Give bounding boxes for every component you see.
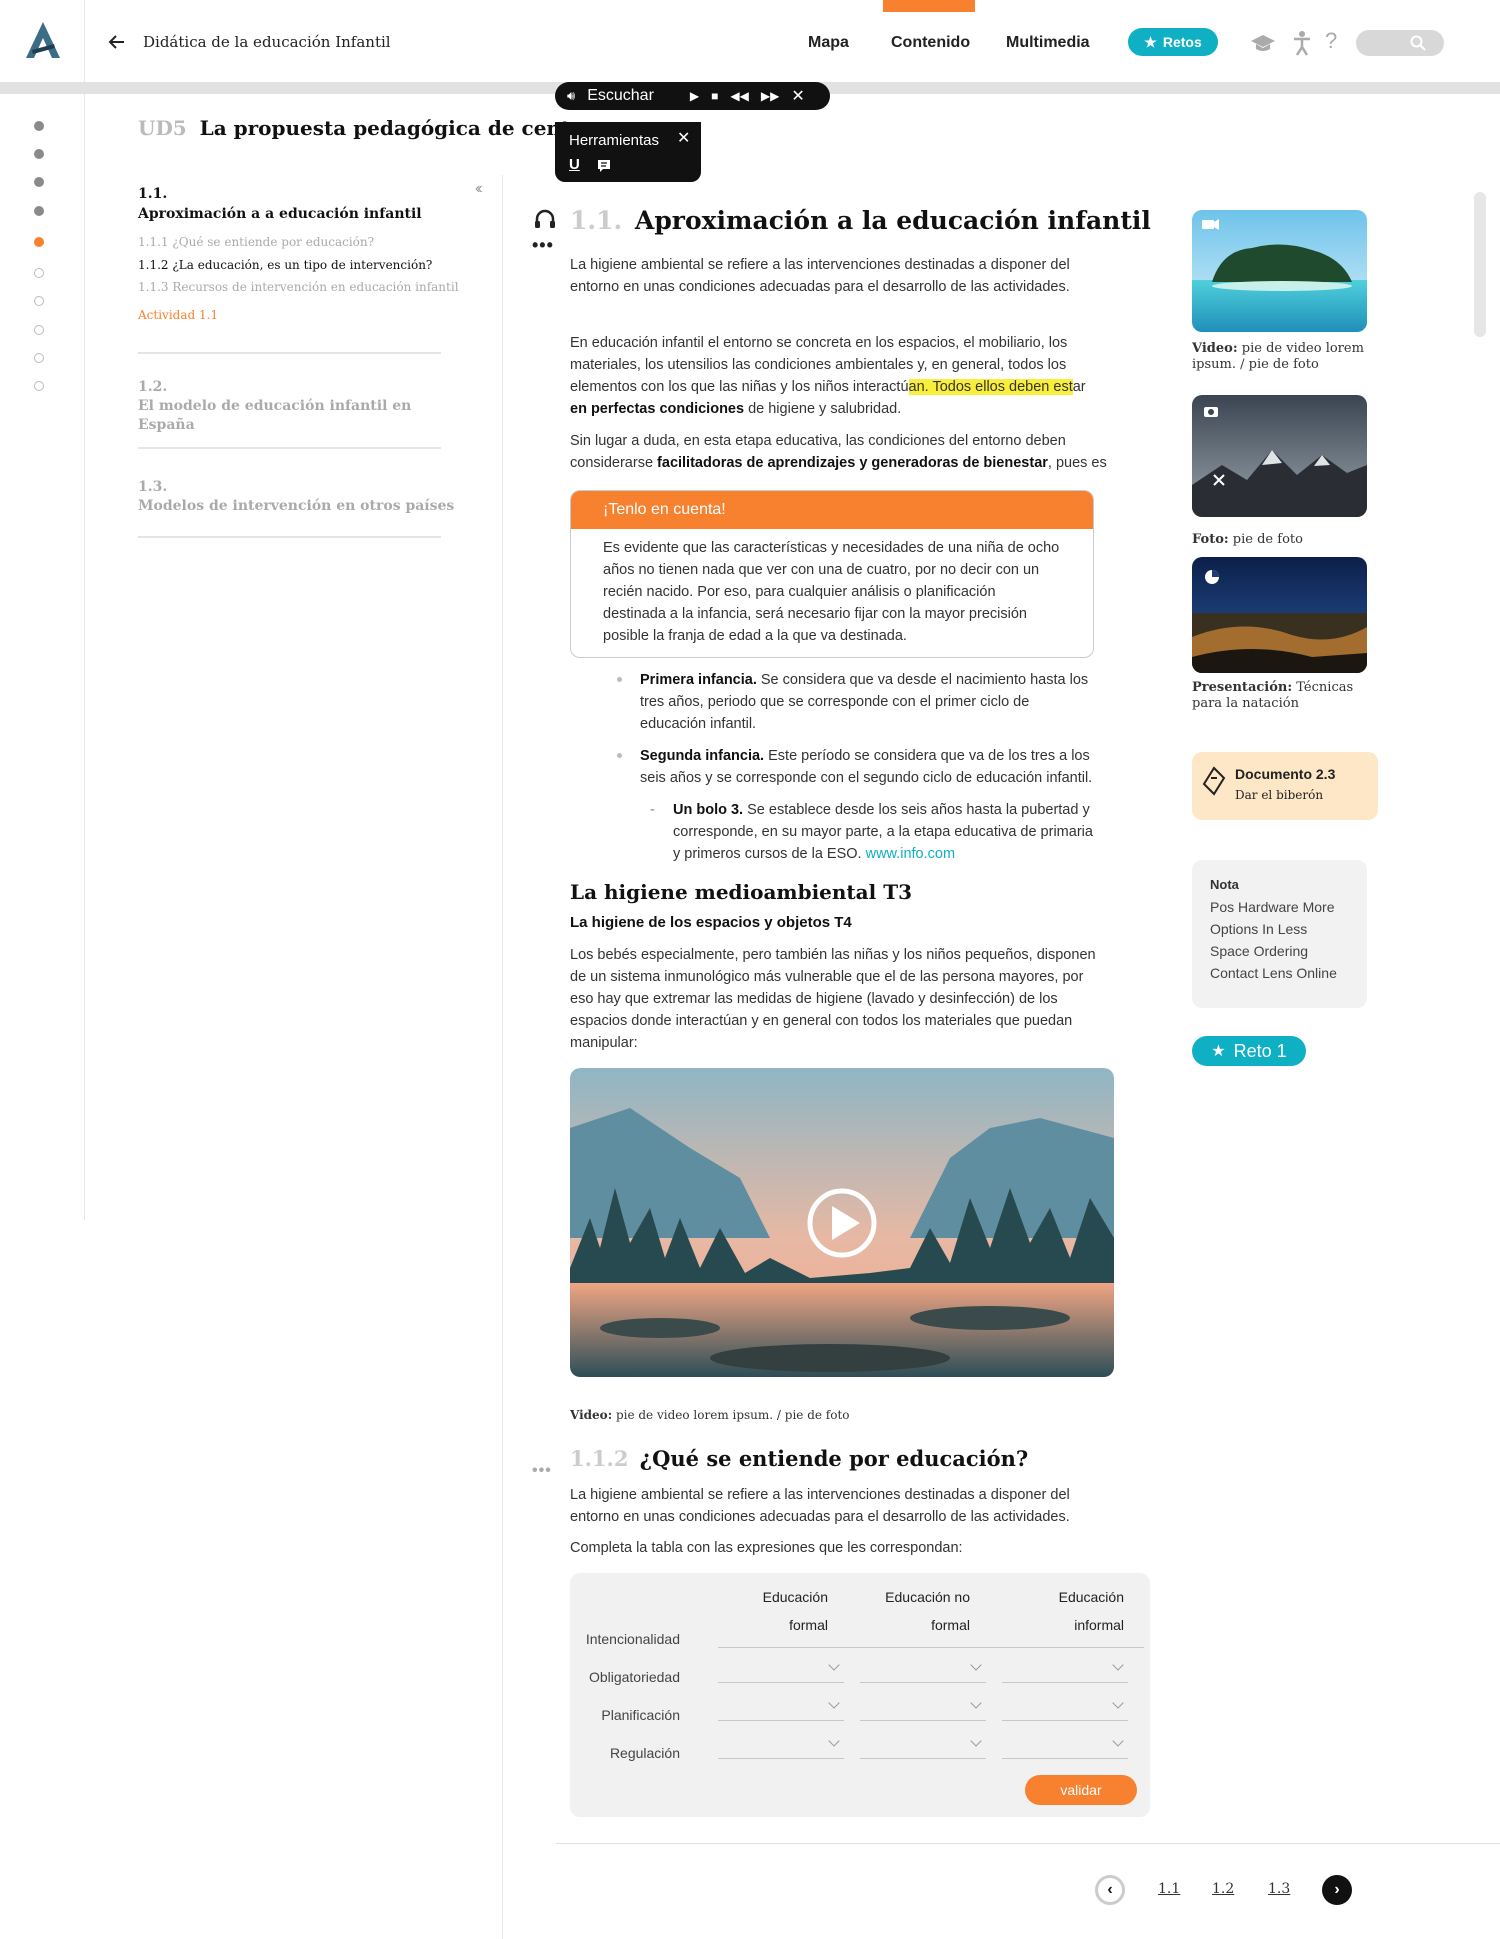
list-item: [673, 799, 1093, 865]
text-line: años no tienen nada que ver con una de cuatro, por no decir con un: [603, 562, 1040, 578]
text-line: educación infantil.: [640, 716, 757, 732]
answer-select[interactable]: [1002, 1695, 1128, 1721]
retos-button[interactable]: [1128, 28, 1218, 56]
active-tab-indicator: [883, 0, 975, 12]
bold-text: Segunda infancia.: [640, 748, 765, 764]
chevron-down-icon: [1112, 1735, 1123, 1746]
caption-label: Presentación:: [1192, 680, 1293, 695]
answer-select[interactable]: [718, 1657, 844, 1683]
tab-multimedia[interactable]: Multimedia: [1006, 34, 1090, 51]
page-link[interactable]: 1.2: [1212, 1881, 1235, 1897]
answer-select[interactable]: [860, 1695, 986, 1721]
paragraph-environment: [570, 332, 1086, 420]
text-line: En educación infantil el entorno se concreta en los espacios, el mobiliario, los: [570, 335, 1068, 351]
text-span: elementos con los que las niñas y los niños interactú: [570, 379, 909, 395]
left-rail-divider: [84, 94, 85, 1220]
note-card: [1192, 860, 1367, 1008]
caption-text: pie de video lorem ipsum. / pie de foto: [612, 1408, 850, 1422]
next-page-button[interactable]: [1322, 1875, 1352, 1905]
text-line: espacios donde interactúan y en general con todos los materiales que puedan: [570, 1013, 1073, 1029]
close-audio-icon[interactable]: ✕: [791, 88, 805, 105]
highlighted-text[interactable]: an. Todos ellos deben est: [908, 379, 1073, 395]
section-dot[interactable]: [34, 268, 44, 278]
text-line: de un sistema inmunológico más vulnerable que el de las persona mayores, por: [570, 969, 1084, 985]
underline-icon[interactable]: U: [569, 156, 580, 173]
text-span: , pues es: [1047, 455, 1107, 471]
section-dot[interactable]: [34, 381, 44, 391]
toc-section-1[interactable]: [138, 184, 422, 224]
section-dot[interactable]: [34, 296, 44, 306]
text-line: corresponde, en su mayor parte, a la etapa educativa de primaria: [673, 824, 1093, 840]
text-line: [640, 669, 1088, 691]
presentation-thumbnail[interactable]: [1192, 557, 1367, 673]
section-dot-current[interactable]: [34, 237, 44, 247]
search-icon: [1410, 35, 1426, 51]
callout-body: [603, 537, 1094, 647]
document-subtitle: Dar el biberón: [1235, 788, 1324, 802]
section-dot[interactable]: [34, 121, 44, 131]
app-header: [0, 0, 1500, 82]
toc-section-1-title: Aproximación a a educación infantil: [138, 206, 422, 222]
bullet: [617, 753, 622, 758]
text-line: La higiene ambiental se refiere a las intervenciones destinadas a disponer del: [570, 1487, 1070, 1503]
answer-select[interactable]: [860, 1657, 986, 1683]
speaker-icon[interactable]: 🔊︎: [567, 88, 576, 103]
stop-icon[interactable]: ■: [711, 89, 719, 103]
section-heading-title: Aproximación a la educación infantil: [634, 206, 1151, 235]
prev-page-button[interactable]: [1095, 1875, 1125, 1905]
caption-line: [1192, 680, 1353, 696]
toc-section-2-title-l2: España: [138, 417, 195, 433]
text-line: materiales, los utensilios las condiciones ambientales y, en general, todos los: [570, 357, 1067, 373]
exercise-table: [570, 1573, 1150, 1817]
toc-sub-1-1-3[interactable]: 1.1.3 Recursos de intervención en educación infantil: [138, 280, 459, 294]
toc-sub-1-1-2[interactable]: 1.1.2 ¿La educación, es un tipo de intervención?: [138, 258, 433, 272]
reto-label: Reto 1: [1233, 1040, 1287, 1061]
chevron-down-icon: [1112, 1697, 1123, 1708]
row-label: Intencionalidad: [585, 1631, 680, 1647]
rewind-icon[interactable]: ◀◀: [730, 89, 749, 103]
intro-paragraph: [570, 254, 1070, 298]
section-heading-num: 1.1.: [570, 206, 623, 235]
toc-section-3-title: Modelos de intervención en otros países: [138, 498, 455, 514]
section-dot[interactable]: [34, 149, 44, 159]
subsection-heading-num: 1.1.2: [570, 1446, 629, 1471]
document-title: Documento 2.3: [1235, 766, 1336, 782]
chevron-down-icon: [970, 1735, 981, 1746]
text-line: Sin lugar a duda, en esta etapa educativa, las condiciones del entorno deben: [570, 433, 1066, 449]
header-rule: [718, 1647, 1144, 1648]
callout-title: ¡Tenlo en cuenta!: [571, 491, 1093, 529]
column-header-line: formal: [931, 1617, 970, 1633]
section-dot[interactable]: [34, 206, 44, 216]
text-line: destinada a la infancia, será necesario fijar con la mayor precisión: [603, 606, 1027, 622]
caption-label: Foto:: [1192, 532, 1229, 547]
toc-section-1-num: 1.1.: [138, 186, 168, 202]
toc-separator: [138, 447, 441, 449]
forward-icon[interactable]: ▶▶: [760, 89, 780, 103]
subsection-heading-title: ¿Qué se entiende por educación?: [639, 1446, 1029, 1471]
text-line: [570, 452, 1107, 474]
scrollbar-thumb[interactable]: [1474, 192, 1486, 337]
answer-select[interactable]: [860, 1733, 986, 1759]
audio-player: [555, 82, 830, 110]
toc-section-2[interactable]: [138, 378, 411, 435]
column-header-line: formal: [789, 1617, 828, 1633]
section-dot[interactable]: [34, 177, 44, 187]
video-camera-icon: [1202, 220, 1214, 229]
toc-separator: [138, 536, 441, 538]
text-line: entorno en unas condiciones adecuadas para el desarrollo de las actividades.: [570, 1509, 1070, 1525]
help-icon[interactable]: ?: [1325, 28, 1338, 53]
note-title: Nota: [1210, 877, 1239, 892]
toc-section-3-num: 1.3.: [138, 479, 168, 495]
paragraph-conditions: [570, 430, 1107, 474]
bold-text: Un bolo 3.: [673, 802, 744, 818]
video-thumb-caption: [1192, 341, 1364, 373]
caption-line: ipsum. / pie de foto: [1192, 357, 1319, 372]
column-header: [832, 1583, 970, 1639]
column-header: [690, 1583, 828, 1639]
text-line: tres años, periodo que se corresponde con el primer ciclo de: [640, 694, 1030, 710]
listen-label[interactable]: Escuchar: [587, 87, 654, 104]
caption-line: para la natación: [1192, 696, 1299, 711]
more-options-icon[interactable]: •••: [532, 235, 554, 255]
caption-label: Video:: [1192, 341, 1238, 356]
bold-text: Primera infancia.: [640, 672, 757, 688]
answer-select[interactable]: [1002, 1733, 1128, 1759]
star-icon: ★: [1211, 1043, 1226, 1060]
subsection-heading: [570, 1446, 1028, 1471]
app-logo-icon[interactable]: [24, 20, 62, 60]
caption-text: pie de video lorem: [1237, 341, 1364, 356]
note-line: Contact Lens Online: [1210, 965, 1337, 981]
close-tools-icon[interactable]: ✕: [677, 130, 691, 147]
search-input[interactable]: [1356, 30, 1444, 56]
star-icon: ★: [1144, 33, 1157, 50]
sidebar-divider: [502, 175, 503, 1939]
caption-text: pie de foto: [1228, 532, 1303, 547]
subheading-t3: La higiene medioambiental T3: [570, 880, 912, 904]
toc-section-2-num: 1.2.: [138, 379, 168, 395]
text-span: y primeros cursos de la ESO.: [673, 846, 866, 862]
text-span: considerarse: [570, 455, 658, 471]
note-line: Options In Less: [1210, 921, 1308, 937]
unit-code: UD5: [138, 116, 187, 140]
photo-caption: [1192, 532, 1303, 548]
unit-title: La propuesta pedagógica de centro: [199, 116, 595, 140]
text-line: entorno en unas condiciones adecuadas para el desarrollo de las actividades.: [570, 279, 1070, 295]
validate-button[interactable]: validar: [1025, 1775, 1137, 1805]
headphones-icon[interactable]: [534, 209, 556, 229]
tools-label: Herramientas: [569, 132, 660, 149]
answer-select[interactable]: [1002, 1657, 1128, 1683]
caption-text: Técnicas: [1292, 680, 1354, 695]
tab-mapa[interactable]: Mapa: [808, 34, 849, 51]
text-line: recién nacido. Por eso, para cualquier análisis o planificación: [603, 584, 996, 600]
video-thumbnail[interactable]: [1192, 210, 1367, 332]
chevron-down-icon: [828, 1659, 839, 1670]
text-line: La higiene ambiental se refiere a las intervenciones destinadas a disponer del: [570, 257, 1070, 273]
chevron-down-icon: [828, 1697, 839, 1708]
row-label: Regulación: [609, 1745, 680, 1761]
bold-text: facilitadoras de aprendizajes y generadoras de bienestar: [657, 455, 1048, 471]
row-label: Obligatoriedad: [588, 1669, 680, 1685]
note-line: Space Ordering: [1210, 943, 1309, 959]
page-link[interactable]: 1.3: [1268, 1881, 1291, 1897]
text-line: [673, 843, 1093, 865]
video-player[interactable]: [570, 1068, 1114, 1377]
subheading-t4: La higiene de los espacios y objetos T4: [570, 914, 852, 931]
text-line: Los bebés especialmente, pero también las niñas y los niños pequeños, disponen: [570, 947, 1096, 963]
bold-text: en perfectas condiciones: [570, 401, 745, 417]
toc-activity-link[interactable]: Actividad 1.1: [138, 308, 219, 322]
comment-icon[interactable]: [597, 159, 611, 173]
column-header-line: Educación: [1058, 1589, 1124, 1605]
unit-heading: [138, 116, 594, 140]
text-line: Es evidente que las características y necesidades de una niña de ocho: [603, 540, 1060, 556]
chevron-down-icon: [1112, 1659, 1123, 1670]
callout-box: [570, 490, 1094, 658]
chevron-down-icon: [828, 1735, 839, 1746]
section-heading: [570, 206, 1151, 235]
text-line: eso hay que extremar las medidas de higiene (lavado y desinfección) de los: [570, 991, 1058, 1007]
chevron-down-icon: [970, 1697, 981, 1708]
photo-thumbnail[interactable]: [1192, 395, 1367, 517]
answer-select[interactable]: [718, 1733, 844, 1759]
more-options-icon[interactable]: •••: [532, 1462, 552, 1479]
chevron-down-icon: [970, 1659, 981, 1670]
note-line: Pos Hardware More: [1210, 899, 1335, 915]
chevron-right-icon: ›: [1334, 1881, 1340, 1898]
column-header-line: Educación: [762, 1589, 828, 1605]
list-item: [640, 745, 1092, 789]
accessibility-icon[interactable]: [1292, 30, 1312, 56]
exercise-instruction: Completa la tabla con las expresiones que les correspondan:: [570, 1540, 963, 1556]
section-dot[interactable]: [34, 325, 44, 335]
toc-section-3[interactable]: [138, 478, 454, 516]
text-line: [570, 376, 1086, 398]
text-line: manipular:: [570, 1035, 638, 1051]
paragraph-education: [570, 1484, 1070, 1528]
external-link[interactable]: www.info.com: [865, 846, 956, 862]
text-line: seis años y se corresponde con el segundo ciclo de educación infantil.: [640, 770, 1093, 786]
collapse-sidebar-icon[interactable]: ‹‹: [475, 180, 480, 197]
footer-rule: [556, 1843, 1500, 1844]
presentation-caption: [1192, 680, 1353, 712]
list-item: [640, 669, 1088, 735]
document-card[interactable]: [1192, 752, 1378, 820]
reto-button[interactable]: [1192, 1036, 1306, 1066]
play-icon[interactable]: ▶: [689, 89, 700, 103]
text-span: Este período se considera que va de los tres a los: [764, 748, 1090, 764]
course-title: Didática de la educación Infantil: [143, 33, 391, 51]
text-line: [640, 745, 1092, 767]
document-icon: [1202, 766, 1226, 796]
text-span: Se establece desde los seis años hasta la pubertad y: [743, 802, 1090, 818]
column-header-line: informal: [1074, 1617, 1124, 1633]
column-header: [974, 1583, 1124, 1639]
video-caption: [570, 1408, 850, 1422]
logo-divider: [84, 0, 85, 82]
back-arrow-icon[interactable]: [108, 34, 126, 50]
bullet: [617, 677, 622, 682]
graduation-cap-icon[interactable]: [1250, 33, 1276, 53]
text-span: Se considera que va desde el nacimiento hasta los: [756, 672, 1089, 688]
sub-bullet-dash: -: [650, 802, 655, 818]
text-line: [673, 799, 1093, 821]
page-link[interactable]: 1.1: [1158, 1881, 1181, 1897]
text-line: [570, 398, 1086, 420]
row-label: Planificación: [601, 1707, 680, 1723]
chevron-left-icon: ‹: [1107, 1881, 1113, 1898]
text-span: ar: [1072, 379, 1086, 395]
paragraph-hygiene: [570, 944, 1096, 1054]
caption-line: [1192, 341, 1364, 357]
toc-sub-1-1-1[interactable]: 1.1.1 ¿Qué se entiende por educación?: [138, 235, 375, 249]
section-dot[interactable]: [34, 353, 44, 363]
toc-separator: [138, 352, 441, 354]
text-line: posible la franja de edad a la que va destinada.: [603, 628, 907, 644]
retos-label: Retos: [1162, 34, 1202, 50]
tab-contenido[interactable]: Contenido: [891, 34, 971, 51]
answer-select[interactable]: [718, 1695, 844, 1721]
column-header-line: Educación no: [885, 1589, 970, 1605]
caption-label: Video:: [570, 1408, 613, 1422]
toc-section-2-title-l1: El modelo de educación infantil en: [138, 398, 412, 414]
text-span: de higiene y salubridad.: [744, 401, 902, 417]
